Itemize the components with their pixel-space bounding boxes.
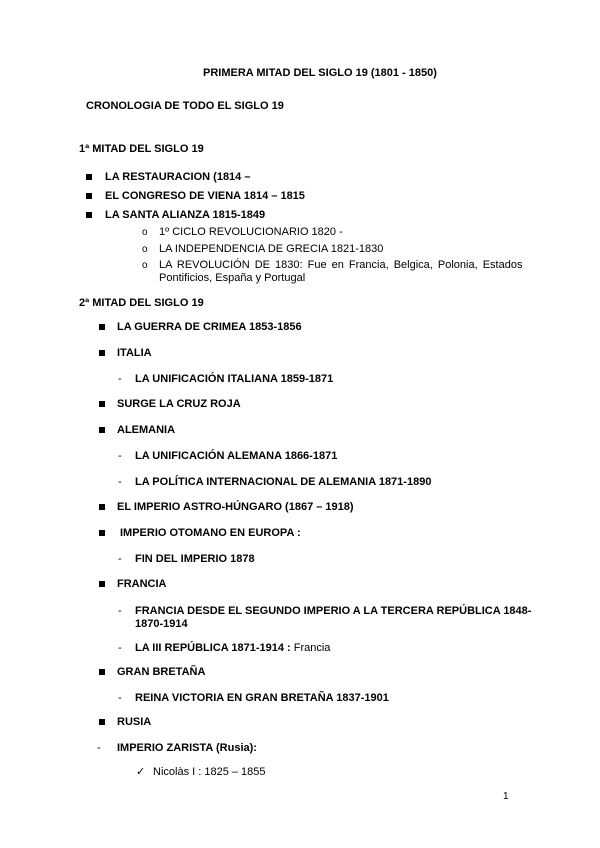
list-item: 1º CICLO REVOLUCIONARIO 1820 - (159, 226, 343, 238)
square-bullet-icon (99, 530, 105, 536)
list-item: IMPERIO OTOMANO EN EUROPA : (120, 527, 301, 539)
list-item: ALEMANIA (117, 424, 176, 436)
dash-bullet-icon: - (118, 476, 122, 488)
list-item: FRANCIA DESDE EL SEGUNDO IMPERIO A LA TERCERA REPÚBLICA 1848- (135, 605, 532, 617)
list-item: LA GUERRA DE CRIMEA 1853-1856 (117, 321, 302, 333)
list-item: LA RESTAURACION (1814 – (105, 171, 251, 183)
square-bullet-icon (99, 669, 105, 675)
list-item: LA UNIFICACIÓN ITALIANA 1859-1871 (135, 373, 334, 385)
list-item: IMPERIO ZARISTA (Rusia): (117, 742, 257, 754)
dash-bullet-icon: - (118, 692, 122, 704)
square-bullet-icon (86, 193, 92, 199)
square-bullet-icon (99, 350, 105, 356)
list-item: FIN DEL IMPERIO 1878 (135, 553, 255, 565)
circle-bullet-icon: o (142, 260, 148, 271)
circle-bullet-icon: o (142, 244, 148, 255)
list-item: LA REVOLUCIÓN DE 1830: Fue en Francia, Belgica, Polonia, Estados (159, 259, 523, 271)
dash-bullet-icon: - (118, 450, 122, 462)
list-item: FRANCIA (117, 578, 167, 590)
checkmark-icon: ✓ (136, 766, 146, 778)
square-bullet-icon (99, 427, 105, 433)
list-item: REINA VICTORIA EN GRAN BRETAÑA 1837-1901 (135, 692, 389, 704)
list-item: EL IMPERIO ASTRO-HÚNGARO (1867 – 1918) (117, 501, 354, 513)
square-bullet-icon (99, 581, 105, 587)
list-item: LA POLÍTICA INTERNACIONAL DE ALEMANIA 1871-1890 (135, 476, 432, 488)
list-item: LA INDEPENDENCIA DE GRECIA 1821-1830 (159, 243, 384, 255)
list-item: SURGE LA CRUZ ROJA (117, 398, 241, 410)
list-item-label: LA III REPÚBLICA 1871-1914 : (135, 642, 294, 654)
circle-bullet-icon: o (142, 227, 148, 238)
square-bullet-icon (86, 174, 92, 180)
list-item-continuation: 1870-1914 (135, 618, 188, 630)
square-bullet-icon (86, 212, 92, 218)
second-half-heading: 2ª MITAD DEL SIGLO 19 (79, 297, 204, 309)
list-item: GRAN BRETAÑA (117, 666, 206, 678)
page-number: 1 (503, 791, 509, 802)
list-item-continuation: Pontificios, España y Portugal (159, 272, 306, 284)
list-item-note: Francia (293, 642, 331, 654)
list-item: Nicolàs I : 1825 – 1855 (153, 766, 266, 778)
list-item: LA SANTA ALIANZA 1815-1849 (105, 209, 266, 221)
first-half-heading: 1ª MITAD DEL SIGLO 19 (79, 143, 204, 155)
list-item (135, 642, 330, 655)
square-bullet-icon (99, 324, 105, 330)
square-bullet-icon (99, 504, 105, 510)
list-item: LA UNIFICACIÓN ALEMANA 1866-1871 (135, 450, 338, 462)
dash-bullet-icon: - (118, 553, 122, 565)
list-item: EL CONGRESO DE VIENA 1814 – 1815 (105, 190, 305, 202)
dash-bullet-icon: - (118, 642, 122, 654)
dash-bullet-icon: - (118, 373, 122, 385)
square-bullet-icon (99, 719, 105, 725)
list-item: RUSIA (117, 716, 152, 728)
page-title: PRIMERA MITAD DEL SIGLO 19 (1801 - 1850) (203, 67, 437, 79)
dash-bullet-icon: - (97, 742, 101, 754)
list-item: ITALIA (117, 347, 152, 359)
dash-bullet-icon: - (118, 605, 122, 617)
subtitle: CRONOLOGIA DE TODO EL SIGLO 19 (86, 100, 284, 112)
square-bullet-icon (99, 401, 105, 407)
